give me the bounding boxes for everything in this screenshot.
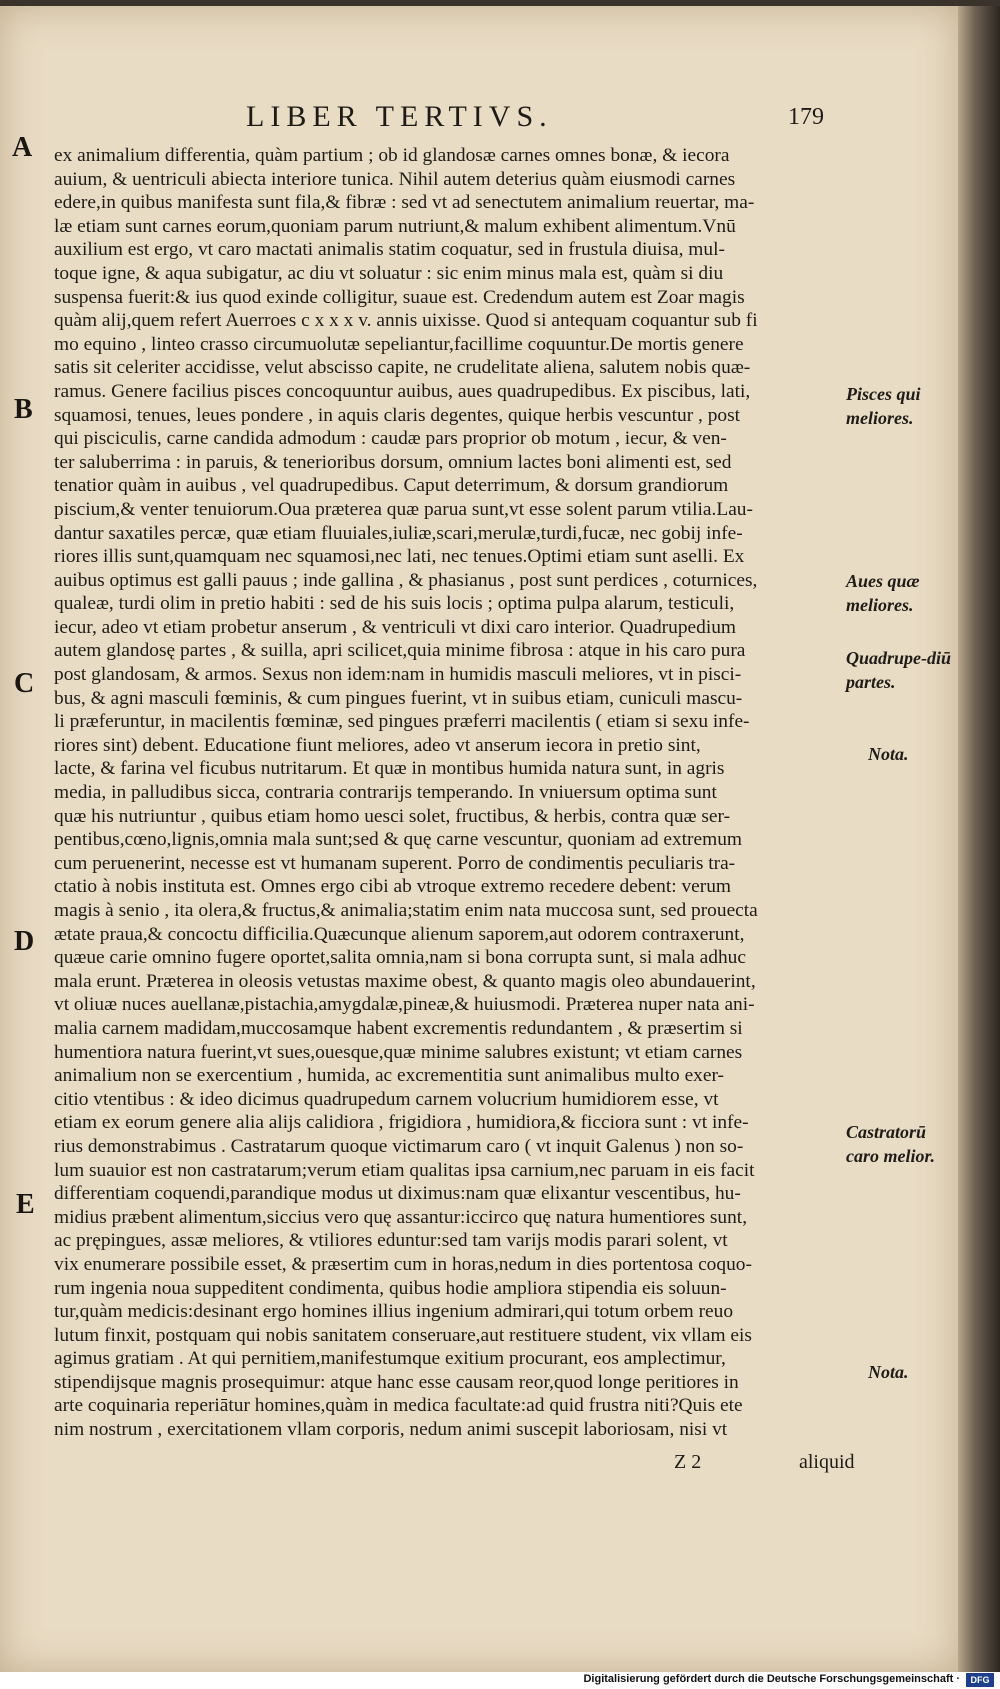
text-line: midius præbent alimentum,siccius vero quę assantur:iccirco quę natura humentiores sunt,: [54, 1206, 748, 1228]
footer-credit: Digitalisierung gefördert durch die Deutsche Forschungsgemeinschaft ·: [583, 1673, 960, 1685]
text-line: stipendijsque magnis prosequimur: atque hanc esse causam reor,quod longe peritiores in: [54, 1371, 739, 1393]
text-line: citio vtentibus : & ideo dicimus quadrupedum carnem volucrium humidiorem esse, vt: [54, 1088, 719, 1110]
margin-note-nota: Nota.: [868, 1362, 909, 1382]
running-title: LIBER TERTIVS.: [246, 100, 553, 133]
text-line: toque igne, & aqua subigatur, ac diu vt soluatur : sic enim minus mala est, quàm si diu: [54, 262, 724, 284]
text-line: suspensa fuerit:& ius quod exinde colligitur, suaue est. Credendum autem est Zoar magis: [54, 286, 745, 308]
text-line: edere,in quibus manifesta sunt fila,& fibræ : sed vt ad senectutem animalium reuertar, ma-: [54, 192, 755, 214]
page-edge: [958, 6, 1000, 1672]
text-line: ramus. Genere facilius pisces concoquuntur auibus, aues quadrupedibus. Ex piscibus, lati,: [54, 380, 751, 402]
text-line: auium, & uentriculi abiecta interiore tunica. Nihil autem deterius quàm eiusmodi carnes: [54, 168, 736, 190]
text-line: rum ingenia noua suppeditent condimenta, quibus hodie ampliora stipendia eis soluun-: [54, 1277, 727, 1299]
margin-note-castratorum: Castratorū caro melior.: [846, 1122, 935, 1166]
margin-note-nota: Nota.: [868, 744, 909, 764]
text-line: magis à senio , ita olera,& fructus,& animalia;statim enim nata muccosa sunt, sed prouecta: [54, 900, 758, 921]
text-line: læ etiam sunt carnes eorum,quoniam parum nutriunt,& malum exhibent alimentum.Vnū: [54, 215, 736, 237]
text-line: post glandosam, & armos. Sexus non idem:nam in humidis masculi meliores, vt in pisci-: [54, 664, 742, 686]
text-line: quæ his nutriuntur , quibus etiam homo uesci solet, fructibus, & herbis, contra quæ ser-: [54, 805, 731, 827]
text-line: quæue carie omnino fugere oportet,salita omnia,nam si bona corrupta sunt, si mala adhuc: [54, 947, 746, 969]
catchword-row: [54, 1451, 855, 1477]
text-line: etiam ex eorum genere alia alijs calidiora , frigidiora , humidiora,& ficciora sunt : vt infe-: [54, 1112, 749, 1134]
section-letter-d: D: [14, 926, 35, 957]
section-letter-a: A: [12, 132, 33, 163]
margin-note-quadrupedum: Quadrupe-diū partes.: [846, 648, 952, 692]
text-line: quàm alij,quem refert Auerroes c x x x v. annis uixisse. Quod si antequam coquantur sub fi: [54, 310, 758, 332]
text-line: squamosi, tenues, leues pondere , in aquis claris degentes, quique herbis vescuntur , post: [54, 404, 741, 426]
text-line: qui pisciculis, carne candida admodum : caudæ pars proprior ob motum , iecur, & ven-: [54, 428, 727, 450]
section-letter-c: C: [14, 668, 35, 699]
text-line: li præferuntur, in macilentis fœminæ, sed pingues præferri macilentis ( etiam si sexu infe-: [54, 711, 750, 733]
text-line: ac prępingues, assæ meliores, & vtiliores eduntur:sed tam varijs modis parari solent, vt: [54, 1230, 728, 1252]
section-letter-e: E: [16, 1189, 35, 1220]
text-line: iecur, adeo vt etiam probetur anserum , & ventriculi vt dixi caro interior. Quadrupedium: [54, 616, 736, 638]
text-line: rius demonstrabimus . Castratarum quoque victimarum caro ( vt inquit Galenus ) non so-: [54, 1135, 744, 1157]
text-line: bus, & agni masculi fœminis, & cum pingues fuerint, vt in suibus etiam, cuniculi mascu-: [54, 687, 743, 709]
text-line: lutum finxit, postquam qui nobis sanitatem conseruare,aut restituere student, vix vllam eis: [54, 1324, 752, 1346]
text-line: lacte, & farina vel ficubus nutritarum. Et quæ in montibus humida natura sunt, in agris: [54, 758, 725, 780]
catchword: aliquid: [799, 1451, 855, 1473]
text-line: qualeæ, turdi olim in pretio habiti : sed de his suis locis ; optima pulpa alarum, testiculi,: [54, 593, 735, 615]
body-text: [54, 144, 840, 1442]
text-line: nim nostrum , exercitationem vllam corporis, nedum animi suscepit laboriosam, nisi vt: [54, 1419, 728, 1441]
page-number: 179: [788, 104, 824, 130]
text-line: autem glandosę partes , & suilla, apri scilicet,quia minime fibrosa : atque in his caro pura: [54, 640, 746, 662]
text-line: arte coquinaria reperiātur homines,quàm in medica facultate:ad quid frustra niti?Quis ete: [54, 1395, 743, 1417]
book-page: [0, 6, 958, 1672]
text-line: humentiora natura fuerint,vt sues,ouesque,quæ minime salubres existunt; vt etiam carnes: [54, 1041, 743, 1063]
text-line: agimus gratiam . At qui pernitiem,manifestumque exitium procurant, eos amplectimur,: [54, 1348, 726, 1370]
text-line: pentibus,cœno,lignis,omnia mala sunt;sed & quę carne vescuntur, quoniam ad extremum: [54, 829, 742, 851]
text-line: ctatio à nobis instituta est. Omnes ergo cibi ab vtroque extremo recedere debent: verum: [54, 876, 732, 898]
text-line: animalium non se exercentium , humida, ac excrementitia sunt animalibus multo exer-: [54, 1065, 724, 1087]
text-line: tenatior quàm in auibus , vel quadrupedibus. Caput deterrimum, & dorsum grandiorum: [54, 475, 729, 497]
dfg-logo: DFG: [966, 1673, 994, 1687]
text-line: differentiam coquendi,parandique modus ut diximus:nam quæ elixantur vescentibus, hu-: [54, 1183, 741, 1205]
text-line: vix enumerare possibile esset, & præsertim cum in horas,nedum in dies portentosa coquo-: [54, 1253, 752, 1275]
text-line: cum peruenerint, necesse est vt humanam superent. Porro de condimentis peculiaris tra-: [54, 852, 736, 874]
text-line: ætate praua,& concoctu difficilia.Quæcunque alienum saporem,aut odorem contraxerunt,: [54, 923, 745, 945]
text-line: ex animalium differentia, quàm partium ; ob id glandosæ carnes omnes bonæ, & iecora: [54, 145, 730, 166]
text-line: vt oliuæ nuces auellanæ,pistachia,amygdalæ,pineæ,& huiusmodi. Præterea nuper nata ani-: [54, 994, 755, 1016]
text-line: piscium,& venter tenuiorum.Oua præterea quæ parua sunt,vt esse solent parum vtilia.Lau-: [54, 498, 753, 520]
text-line: auibus optimus est galli pauus ; inde gallina , & phasianus , post sunt perdices , coturnices,: [54, 569, 758, 591]
text-line: riores sint) debent. Educatione fiunt meliores, adeo vt anserum iecora in pretio sint,: [54, 734, 701, 756]
margin-note-aues: Aues quæ meliores.: [846, 571, 920, 615]
text-line: satis sit celeriter accidisse, velut abscisso capite, ne crudelitate aliena, salutem nobis quæ-: [54, 357, 751, 379]
signature-mark: Z 2: [674, 1451, 702, 1473]
text-line: ter saluberrima : in paruis, & tenerioribus dorsum, omnium lactes boni alimenti est, sed: [54, 451, 732, 473]
footer-bar: [0, 1672, 1000, 1689]
text-line: auxilium est ergo, vt caro mactati animalis statim coquatur, sed in frustula diuisa, mul-: [54, 239, 725, 261]
text-line: mo equino , linteo crasso circumuolutæ sepeliantur,facillime coquuntur.De mortis genere: [54, 333, 744, 355]
margin-note-pisces: Pisces qui meliores.: [846, 384, 921, 428]
running-head: [0, 100, 958, 134]
text-line: dantur saxatiles percæ, quæ etiam fluuiales,iuliæ,scari,merulæ,turdi,fucæ, nec gobij infe-: [54, 522, 743, 544]
text-line: riores illis sunt,quamquam nec squamosi,nec lati, nec tenues.Optimi etiam sunt aselli. Ex: [54, 546, 745, 568]
text-line: mala erunt. Præterea in oleosis vetustas maxime obest, & quanto magis oleo abundauerint,: [54, 970, 756, 992]
text-line: media, in palludibus sicca, contraria contrarijs temperando. In vniuersum optima sunt: [54, 782, 717, 804]
section-letter-b: B: [14, 394, 33, 425]
text-line: lum suauior est non castratarum;verum etiam qualitas ipsa carnium,nec paruam in eis facit: [54, 1159, 755, 1181]
text-line: tur,quàm medicis:desinant ergo homines illius ingenium admirari,qui totum orbem reuo: [54, 1301, 734, 1323]
text-line: malia carnem madidam,muccosamque habent excrementis redundantem , & præsertim si: [54, 1017, 743, 1039]
